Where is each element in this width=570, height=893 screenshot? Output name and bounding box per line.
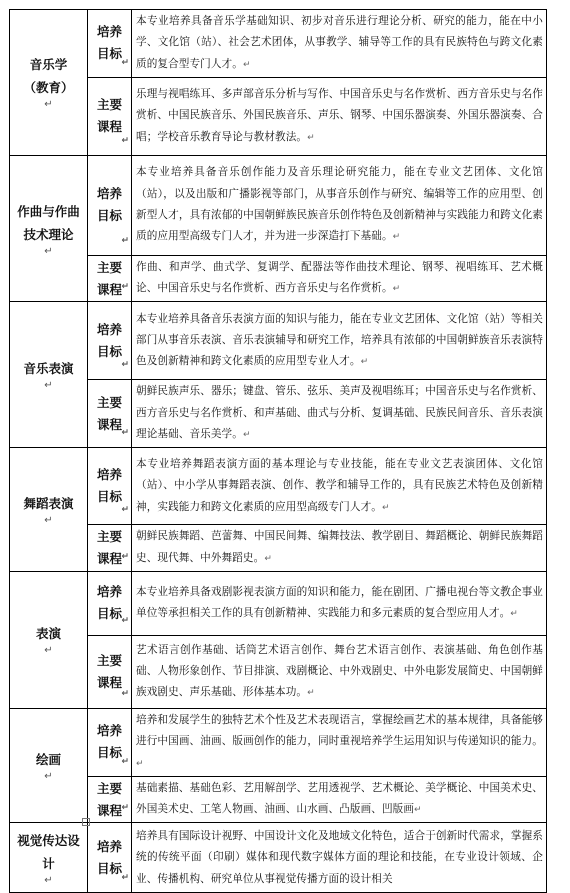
goal-label-line: 培养: [96, 723, 122, 739]
goal-label-cell: [88, 823, 132, 893]
courses-description-text: 艺术语言创作基础、话筒艺术语言创作、舞台艺术语言创作、表演基础、角色创作基础、人物形象创作、节目排演、戏剧概论、中外戏剧史、中外电影发展简史、中国朝鲜族戏剧史、声乐基础、形体基本功。: [136, 643, 543, 699]
table-end-marker: [82, 818, 90, 826]
program-courses-row: [10, 635, 547, 708]
paragraph-mark-icon: ↵: [121, 803, 129, 814]
paragraph-mark-icon: ↵: [44, 874, 53, 886]
courses-description-cell: [132, 380, 547, 448]
program-major-name-line: 舞蹈表演: [23, 496, 74, 512]
paragraph-mark-icon: ↵: [121, 428, 129, 439]
goal-description-cell: [132, 155, 547, 255]
paragraph-mark-icon: ↵: [392, 232, 401, 243]
paragraph-mark-icon: ↵: [381, 502, 390, 513]
courses-description-text: 基础素描、基础色彩、艺用解剖学、艺用透视学、艺术概论、美学概论、中国美术史、外国美术史、工笔人物画、油画、山水画、凸版画、凹版画: [136, 781, 543, 816]
paragraph-mark-icon: ↵: [121, 235, 129, 246]
goal-label-cell: [88, 302, 132, 380]
program-goal-row: [10, 302, 547, 380]
program-courses-row: [10, 255, 547, 302]
paragraph-mark-icon: ↵: [264, 553, 272, 564]
paragraph-mark-icon: ↵: [414, 805, 422, 816]
goal-label-line: 目标: [96, 343, 122, 359]
paragraph-mark-icon: ↵: [121, 688, 129, 699]
courses-label-line: 主要: [96, 780, 122, 796]
courses-label-cell: [88, 380, 132, 448]
program-major-name-line: 作曲与作曲: [17, 203, 80, 219]
goal-label-line: 培养: [96, 186, 122, 202]
goal-description-text: 本专业培养具备音乐学基础知识、初步对音乐进行理论分析、研究的能力，能在中小学、文化馆（站）、社会艺术团体，从事教学、辅导等工作的具有民族特色与跨文化素质的复合型专门人才。: [136, 15, 543, 70]
courses-label-line: 课程: [96, 119, 122, 135]
goal-label-line: 培养: [96, 24, 122, 40]
program-goal-row: [10, 155, 547, 255]
paragraph-mark-icon: ↵: [44, 99, 53, 111]
program-major-cell: [10, 448, 88, 572]
courses-label-line: 课程: [96, 281, 122, 297]
paragraph-mark-icon: ↵: [121, 282, 129, 293]
courses-label-cell: [88, 255, 132, 302]
courses-label-cell: [88, 635, 132, 708]
program-goal-row: [10, 823, 547, 893]
goal-description-text: 培养具有国际设计视野、中国设计文化及地域文化特色，适合于创新时代需求，掌握系统的传统平面（印刷）媒体和现代数字媒体方面的理论和技能，在专业设计领域、企业、传播机构、研究单位从事视觉传播方面的设计相关: [136, 830, 543, 885]
courses-label-line: 主要: [96, 394, 122, 410]
goal-description-cell: [132, 10, 547, 78]
goal-label-cell: [88, 448, 132, 525]
goal-label-line: 目标: [96, 489, 122, 505]
goal-label-line: 目标: [96, 860, 122, 876]
courses-label-cell: [88, 525, 132, 572]
paragraph-mark-icon: ↵: [360, 357, 369, 368]
goal-label-line: 目标: [96, 208, 122, 224]
courses-description-cell: [132, 635, 547, 708]
paragraph-mark-icon: ↵: [121, 360, 129, 371]
courses-description-text: 朝鲜民族舞蹈、芭蕾舞、中国民间舞、编舞技法、教学剧目、舞蹈概论、朝鲜民族舞蹈史、现代舞、中外舞蹈史。: [136, 530, 543, 564]
paragraph-mark-icon: ↵: [121, 505, 129, 516]
courses-description-cell: [132, 77, 547, 155]
paragraph-mark-icon: ↵: [44, 515, 53, 527]
goal-description-text: 本专业培养具备音乐表演方面的知识与能力，能在专业文艺团体、文化馆（站）等相关部门从事音乐表演、音乐表演辅导和研究工作，培养具有浓郁的中国朝鲜族音乐表演特色及创新精神和跨文化素质的应用型专业人才。: [136, 312, 543, 368]
courses-description-cell: [132, 776, 547, 823]
goal-description-cell: [132, 823, 547, 893]
program-courses-row: [10, 525, 547, 572]
program-courses-row: [10, 77, 547, 155]
courses-description-text: 朝鲜民族声乐、器乐；键盘、管乐、弦乐、美声及视唱练耳；中国音乐史与名作赏析、西方音乐史与名作赏析、和声基础、曲式与分析、复调基础、民族民间音乐、音乐表演理论基础、音乐美学。: [136, 385, 543, 441]
courses-label-line: 课程: [96, 802, 122, 818]
program-goal-row: [10, 10, 547, 78]
program-major-name-line: 音乐学: [29, 57, 68, 73]
goal-description-text: 本专业培养具备戏剧影视表演方面的知识和能力，能在剧团、广播电视台等文教企事业单位等承担相关工作的具有创新精神、实践能力和多元素质的复合型应用人才。: [136, 585, 543, 619]
paragraph-mark-icon: ↵: [242, 430, 251, 441]
goal-label-line: 培养: [96, 584, 122, 600]
program-courses-row: [10, 776, 547, 823]
paragraph-mark-icon: ↵: [121, 615, 129, 626]
program-major-cell: [10, 155, 88, 302]
paragraph-mark-icon: ↵: [121, 756, 129, 767]
program-major-cell: [10, 571, 88, 708]
goal-description-cell: [132, 571, 547, 635]
courses-label-line: 主要: [96, 259, 122, 275]
paragraph-mark-icon: ↵: [121, 873, 129, 884]
paragraph-mark-icon: ↵: [136, 758, 144, 769]
courses-label-line: 主要: [96, 529, 122, 545]
goal-description-text: 培养和发展学生的独特艺术个性及艺术表现语言，掌握绘画艺术的基本规律，具备能够进行中国画、油画、版画创作的能力，同时重视培养学生运用知识与传递知识的能力。: [136, 713, 543, 748]
program-major-name-line: 音乐表演: [23, 361, 74, 377]
program-major-cell: [10, 302, 88, 448]
goal-label-line: 目标: [96, 46, 122, 62]
goal-label-cell: [88, 571, 132, 635]
goal-label-cell: [88, 708, 132, 776]
program-major-name-line: 表演: [35, 626, 61, 642]
program-major-name-line: （教育）: [23, 80, 74, 96]
goal-description-cell: [132, 302, 547, 380]
program-table: [9, 9, 547, 893]
goal-label-cell: [88, 10, 132, 78]
paragraph-mark-icon: ↵: [307, 688, 315, 699]
paragraph-mark-icon: ↵: [44, 771, 53, 783]
paragraph-mark-icon: ↵: [392, 284, 401, 295]
courses-label-line: 课程: [96, 674, 122, 690]
program-major-cell: [10, 823, 88, 893]
program-major-name-line: 视觉传达设: [17, 832, 80, 848]
goal-label-line: 目标: [96, 606, 122, 622]
program-major-name-line: 技术理论: [23, 226, 74, 242]
goal-description-text: 本专业培养具备音乐创作能力及音乐理论研究能力，能在专业文艺团体、文化馆（站），以及出版和广播影视等部门，从事音乐创作与研究、编辑等工作的应用型、创新型人才，具有浓郁的中国朝鲜族民族音乐创作特色及创新精神与实践能力和跨文化素质的应用型高级专门人才，并为进一步深造打下基础。: [136, 166, 543, 243]
program-major-cell: [10, 10, 88, 156]
goal-label-cell: [88, 155, 132, 255]
paragraph-mark-icon: ↵: [121, 57, 129, 68]
goal-label-line: 培养: [96, 321, 122, 337]
paragraph-mark-icon: ↵: [242, 59, 251, 70]
paragraph-mark-icon: ↵: [44, 245, 53, 257]
courses-description-cell: [132, 525, 547, 572]
paragraph-mark-icon: ↵: [307, 132, 315, 143]
courses-label-line: 课程: [96, 551, 122, 567]
paragraph-mark-icon: ↵: [121, 551, 129, 562]
program-goal-row: [10, 448, 547, 525]
goal-description-text: 本专业培养舞蹈表演方面的基本理论与专业技能，能在专业文艺表演团体、文化馆（站）、中小学从事舞蹈表演、创作、教学和辅导工作的，具有民族艺术特色及创新精神，实践能力和跨文化素质的应用型高级专门人才。: [136, 457, 543, 513]
paragraph-mark-icon: ↵: [44, 380, 53, 392]
paragraph-mark-icon: ↵: [44, 645, 53, 657]
program-major-name-line: 计: [42, 855, 55, 871]
courses-label-cell: [88, 776, 132, 823]
courses-label-cell: [88, 77, 132, 155]
courses-label-line: 主要: [96, 97, 122, 113]
courses-description-text: 作曲、和声学、曲式学、复调学、配器法等作曲技术理论、钢琴、视唱练耳、艺术概论、中国音乐史与名作赏析、西方音乐史与名作赏析。: [136, 260, 543, 295]
paragraph-mark-icon: ↵: [510, 608, 518, 619]
goal-label-line: 目标: [96, 745, 122, 761]
document-page: [9, 9, 546, 893]
program-courses-row: [10, 380, 547, 448]
program-goal-row: [10, 571, 547, 635]
program-major-name-line: 绘画: [35, 752, 61, 768]
goal-description-cell: [132, 448, 547, 525]
goal-label-line: 培养: [96, 838, 122, 854]
program-goal-row: [10, 708, 547, 776]
goal-description-cell: [132, 708, 547, 776]
courses-label-line: 主要: [96, 652, 122, 668]
goal-label-line: 培养: [96, 467, 122, 483]
courses-description-text: 乐理与视唱练耳、多声部音乐分析与写作、中国音乐史与名作赏析、西方音乐史与名作赏析、中国民族音乐、外国民族音乐、声乐、钢琴、中国乐器演奏、外国乐器演奏、合唱；学校音乐教育导论与教材教法。: [136, 87, 543, 143]
program-major-cell: [10, 708, 88, 822]
courses-description-cell: [132, 255, 547, 302]
courses-label-line: 课程: [96, 416, 122, 432]
paragraph-mark-icon: ↵: [121, 135, 129, 146]
